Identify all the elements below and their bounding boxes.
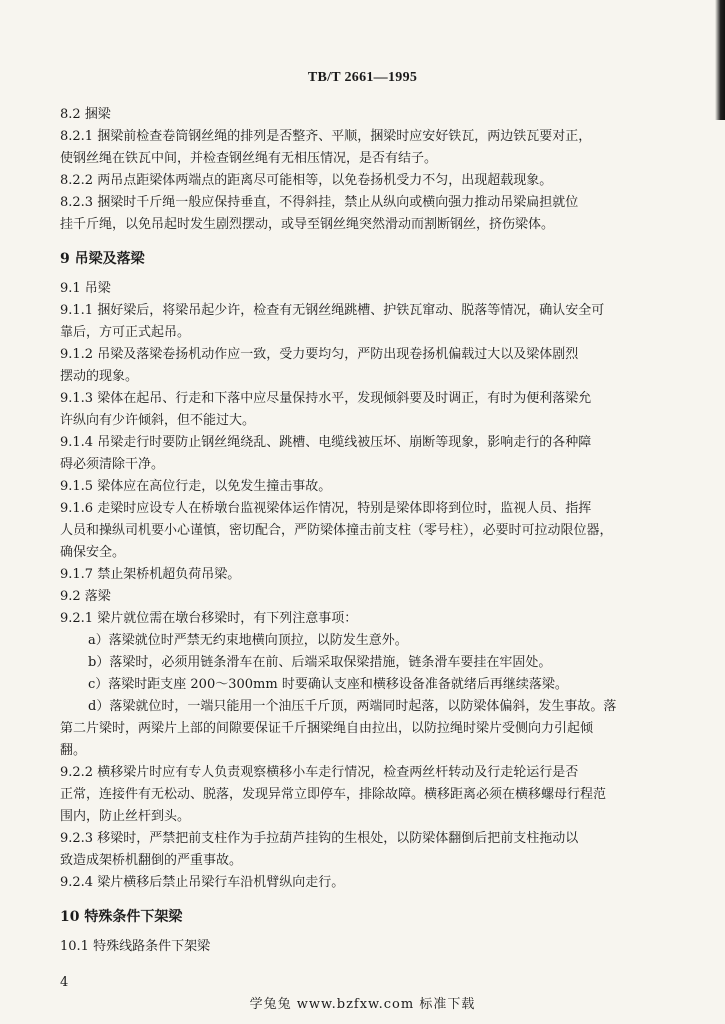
section-heading-9-2: 9.2 落梁 [60, 589, 111, 604]
paragraph-8-2-1-line-2: 使钢丝绳在铁瓦中间，并检查钢丝绳有无相压情况，是否有结子。 [60, 151, 438, 166]
paragraph-9-1-3-line-2: 许纵向有少许倾斜，但不能过大。 [60, 413, 256, 428]
paragraph-9-2-3-line-2: 致造成架桥机翻倒的严重事故。 [60, 853, 243, 868]
paragraph-9-1-3-line-1: 9.1.3 梁体在起吊、行走和下落中应尽量保持水平，发现倾斜要及时调正，有时为便利落梁允 [60, 391, 592, 406]
chapter-heading-9: 9 吊梁及落梁 [60, 251, 145, 267]
list-item-d-line-3: 翻。 [60, 743, 87, 758]
paragraph-9-2-3-line-1: 9.2.3 移梁时，严禁把前支柱作为手拉葫芦挂钩的生根处，以防梁体翻倒后把前支柱拖动以 [60, 831, 579, 846]
paragraph-9-2-4: 9.2.4 梁片横移后禁止吊梁行车沿机臂纵向走行。 [60, 875, 345, 890]
paragraph-9-1-5: 9.1.5 梁体应在高位行走，以免发生撞击事故。 [60, 479, 332, 494]
paragraph-9-1-4-line-1: 9.1.4 吊梁走行时要防止钢丝绳绕乱、跳槽、电缆线被压坏、崩断等现象，影响走行的各种障 [60, 435, 592, 450]
paragraph-9-1-1-line-2: 靠后，方可正式起吊。 [60, 325, 191, 340]
paragraph-9-1-1-line-1: 9.1.1 捆好梁后，将梁吊起少许，检查有无钢丝绳跳槽、护铁瓦窜动、脱落等情况，确认安全可 [60, 303, 605, 318]
section-heading-10-1: 10.1 特殊线路条件下架梁 [60, 939, 211, 954]
list-item-b: b）落梁时，必须用链条滑车在前、后端采取保梁措施，链条滑车要挂在牢固处。 [88, 655, 552, 670]
document-number-header: TB/T 2661—1995 [307, 70, 418, 85]
paragraph-9-2-2-line-1: 9.2.2 横移梁片时应有专人负责观察横移小车走行情况，检查两丝杆转动及行走轮运行是否 [60, 765, 579, 780]
paragraph-9-2-2-line-3: 围内，防止丝杆到头。 [60, 809, 191, 824]
paragraph-9-1-2-line-1: 9.1.2 吊梁及落梁卷扬机动作应一致，受力要均匀，严防出现卷扬机偏载过大以及梁体剧烈 [60, 347, 579, 362]
document-body [60, 104, 665, 958]
section-heading-8-2: 8.2 捆梁 [60, 107, 111, 122]
paragraph-9-1-6-line-2: 人员和操纵司机要小心谨慎，密切配合，严防梁体撞击前支柱（零号柱），必要时可拉动限位器， [60, 523, 613, 538]
scan-edge-mark [715, 0, 725, 120]
list-item-a: a）落梁就位时严禁无约束地横向顶拉，以防发生意外。 [88, 633, 408, 648]
chapter-heading-10: 10 特殊条件下架梁 [60, 909, 183, 925]
paragraph-9-1-2-line-2: 摆动的现象。 [60, 369, 139, 384]
paragraph-8-2-3-line-1: 8.2.3 捆梁时千斤绳一般应保持垂直，不得斜挂，禁止从纵向或横向强力推动吊梁扁担就位 [60, 195, 579, 210]
paragraph-8-2-1-line-1: 8.2.1 捆梁前检查卷筒钢丝绳的排列是否整齐、平顺，捆梁时应安好铁瓦，两边铁瓦要对正， [60, 129, 592, 144]
paragraph-8-2-2: 8.2.2 两吊点距梁体两端点的距离尽可能相等，以免卷扬机受力不匀，出现超载现象。 [60, 173, 553, 188]
list-item-d-line-1: d）落梁就位时，一端只能用一个油压千斤顶，两端同时起落，以防梁体偏斜，发生事故。落 [88, 699, 617, 714]
paragraph-8-2-3-line-2: 挂千斤绳，以免吊起时发生剧烈摆动，或导至钢丝绳突然滑动而割断钢丝，挤伤梁体。 [60, 217, 555, 232]
footer-watermark: 学兔兔 www.bzfxw.com 标准下载 [249, 997, 476, 1012]
paragraph-9-2-2-line-2: 正常，连接件有无松动、脱落，发现异常立即停车，排除故障。横移距离必须在横移螺母行程范 [60, 787, 607, 802]
paragraph-9-1-6-line-3: 确保安全。 [60, 545, 126, 560]
page-number: 4 [60, 975, 69, 990]
list-item-c: c）落梁时距支座 200～300mm 时要确认支座和横移设备准备就绪后再继续落梁。 [88, 677, 568, 692]
paragraph-9-1-7: 9.1.7 禁止架桥机超负荷吊梁。 [60, 567, 241, 582]
list-item-d-line-2: 第二片梁时，两梁片上部的间隙要保证千斤捆梁绳自由拉出，以防拉绳时梁片受侧向力引起倾 [60, 721, 594, 736]
paragraph-9-2-1: 9.2.1 梁片就位需在墩台移梁时，有下列注意事项： [60, 611, 358, 626]
section-heading-9-1: 9.1 吊梁 [60, 281, 111, 296]
paragraph-9-1-6-line-1: 9.1.6 走梁时应设专人在桥墩台监视梁体运作情况，特别是梁体即将到位时，监视人员、指挥 [60, 501, 592, 516]
paragraph-9-1-4-line-2: 碍必须清除干净。 [60, 457, 165, 472]
